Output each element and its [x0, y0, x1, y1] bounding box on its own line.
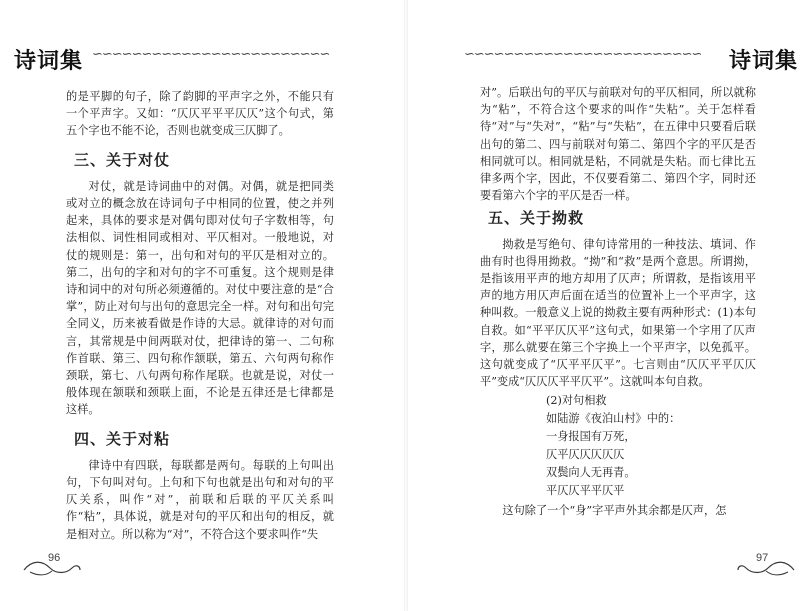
header-ornament: ∽∽∽∽∽∽∽∽∽∽∽∽∽∽∽∽∽∽∽∽∽∽∽∽: [464, 47, 702, 62]
paragraph: 的是平脚的句子，除了韵脚的平声字之外，不能只有一个平声字。又如：“仄仄平平平仄仄”这个句式，第五个字也不能不论，否则也就变成三仄脚了。: [66, 90, 334, 138]
verse-line: 一身报国有万死，: [546, 430, 636, 444]
page-number: 97: [756, 552, 769, 564]
right-page-body: [480, 84, 756, 520]
section-heading: 三、关于对仗: [74, 150, 171, 169]
verse-line: 双鬓向人无再青。: [546, 466, 636, 480]
verse-line: 如陆游《夜泊山村》中的：: [546, 412, 681, 426]
verse-line: (2)对句相救: [546, 394, 607, 408]
paragraph: 拗救是写绝句、律句诗常用的一种技法、填词、作曲有时也得用拗救。“拗”和“救”是两个意思。所谓拗，是指该用平声的地方却用了仄声；所谓救，是指该用平声的地方用仄声后面在适当的位置补上一个平声字，这种叫救。一般意义上说的拗救主要有两种形式：(1)本句自救。如“平平仄仄平”这句式，如果第一个字用了仄声字，那么就要在第三个字换上一个平声字，以免孤平。这句就变成了“仄平平仄平”。七言则由“仄仄平平仄仄平”变成“仄仄仄平平仄平”。这就叫本句自救。: [480, 237, 756, 389]
page-number: 96: [48, 552, 61, 564]
paragraph: 律诗中有四联，每联都是两句。每联的上句叫出句，下句叫对句。上句和下句也就是出句和对句的平仄关系，叫作“对”，前联和后联的平仄关系叫作“粘”，具体说，就是对句的平仄和出句的相反，就是相对立。所以称为“对”，不符合这个要求叫作“失: [66, 458, 334, 541]
paragraph: 这句除了一个“身”字平声外其余都是仄声，怎: [502, 504, 727, 518]
left-page-body: [66, 88, 334, 543]
verse-line: 仄平仄仄仄仄仄: [546, 448, 625, 462]
verse-line: 平仄仄平平仄平: [546, 484, 625, 498]
running-header-title: 诗词集: [728, 48, 798, 74]
verse-example: [480, 392, 756, 500]
running-header-title: 诗词集: [14, 48, 84, 74]
section-heading: 四、关于对粘: [74, 429, 171, 448]
paragraph: 对”。后联出句的平仄与前联对句的平仄相同，所以就称为“粘”，不符合这个要求的叫作“失粘”。关于怎样看待“对”与“失对”，“粘”与“失粘”，在五律中只要看后联出句的第二、四与前联对句第二、第四个字的平仄是否相同就可以。相同就是粘，不同就是失粘。而七律比五律多两个字，因此，不仅要看第二、第四个字，同时还要看第六个字的平仄是否一样。: [480, 86, 756, 203]
paragraph: 对仗，就是诗词曲中的对偶。对偶，就是把同类或对立的概念放在诗词句子中相同的位置，使之并列起来，具体的要求是对偶句即对仗句子字数相等，句法相似、词性相同或相对、平仄相对。一般地说，对仗的规则是：第一，出句和对句的平仄是相对立的。第二，出句的字和对句的字不可重复。这个规则是律诗和词中的对句所必须遵循的。对仗中要注意的是“合掌”，防止对句与出句的意思完全一样。对句和出句完全同义，历来被看做是作诗的大忌。就律诗的对句而言，其常规是中间两联对仗，把律诗的第一、二句称作首联、第三、四句称作颔联，第五、六句两句称作颈联，第七、八句两句称作尾联。也就是说，对仗一般体现在颔联和颈联上面，不论是五律还是七律都是这样。: [66, 179, 334, 417]
section-heading: 五、关于拗救: [488, 209, 585, 228]
footer-ornament-icon: [736, 558, 796, 578]
right-page: [406, 0, 812, 611]
header-ornament: ∽∽∽∽∽∽∽∽∽∽∽∽∽∽∽∽∽∽∽∽∽∽∽∽: [92, 47, 330, 62]
